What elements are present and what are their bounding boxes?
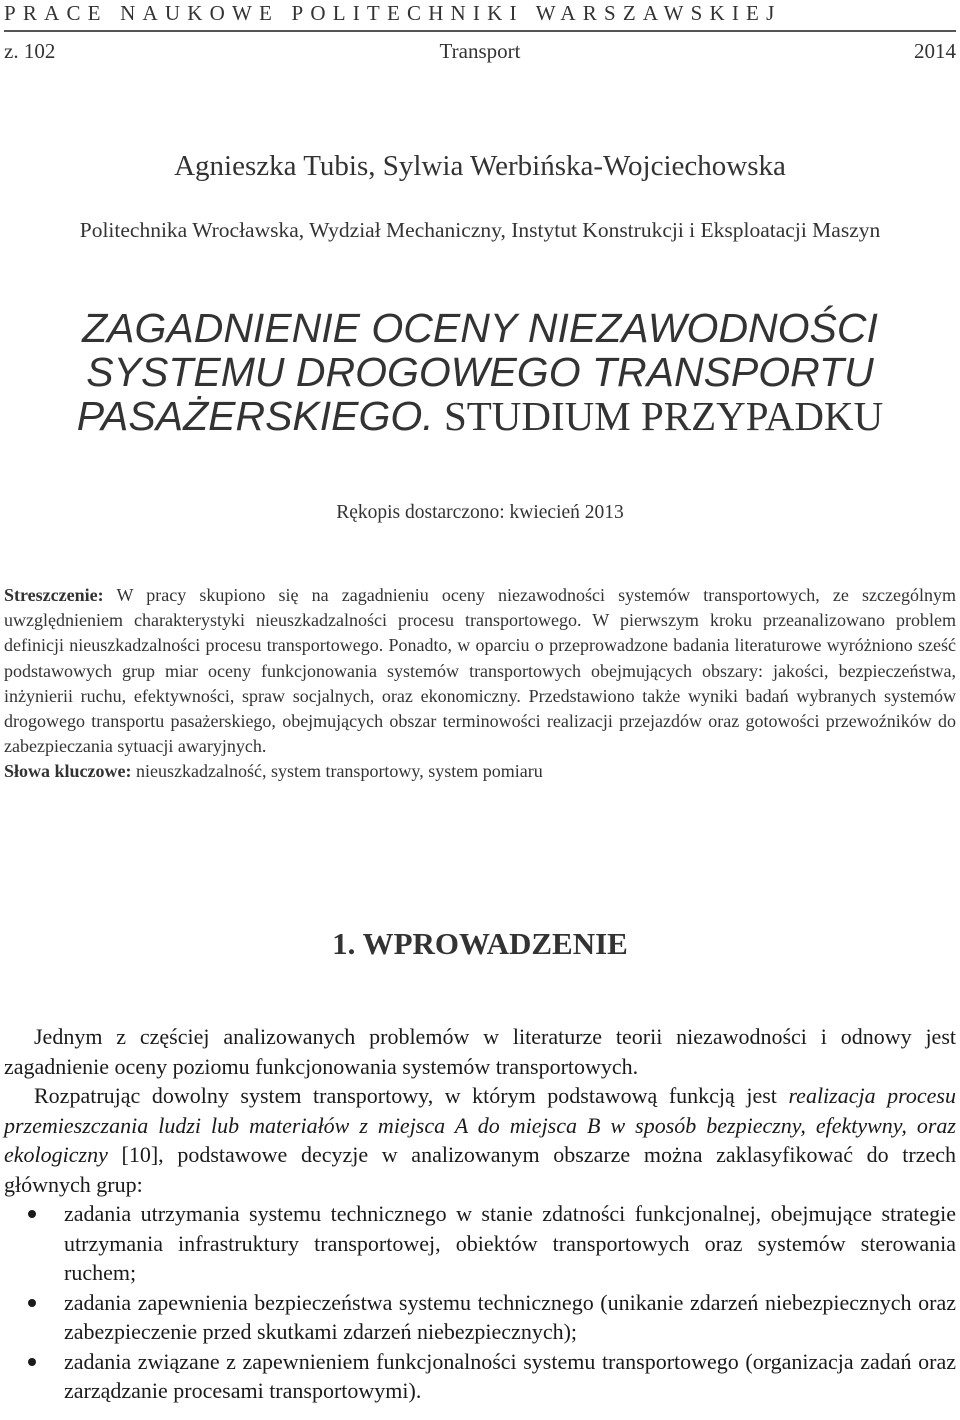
title-line-3a: PASAŻERSKIEGO. [76,393,434,439]
list-item-text: zadania utrzymania systemu technicznego w stanie zdatności funkcjonalnej, obejmujące strategie utrzymania infrastruktury transportowej, obiektów transportowych oraz systemów sterowania ruchem; [64,1201,956,1285]
abstract-body: W pracy skupiono się na zagadnieniu oceny niezawodności systemów transportowych, ze szczególnym uwzględnieniem charakterystyki nieuszkadzalności procesu transportowego. W pierwszym kroku przeanalizowano problem definicji nieuszkadzalności procesu transportowego. Ponadto, w oparciu o przeprowadzone badania literaturowe wyróżniono sześć podstawowych grup miar oceny funkcjonowania systemów transportowych obejmujących obszary: jakości, bezpieczeństwa, inżynierii ruchu, efektywności, spraw socjalnych, oraz ekonomiczny. Przedstawiono także wyniki badań wybranych systemów drogowego transportu pasażerskiego, obejmujących obszar terminowości realizacji przejazdów oraz gotowości przewoźników do zabezpieczania sytuacji awaryjnych. [4,585,956,757]
bullet-icon [28,1299,36,1307]
keywords [4,759,956,784]
paragraph-2 [4,1081,956,1199]
list-item [4,1199,956,1288]
paragraph-2-end: [10], podstawowe decyzje w analizowanym obszarze można zaklasyfikować do trzech głównych grup: [4,1142,956,1197]
bullet-icon [28,1210,36,1218]
paragraph-1: Jednym z częściej analizowanych problemów w literaturze teorii niezawodności i odnowy jest zagadnienie oceny poziomu funkcjonowania systemów transportowych. [4,1024,956,1079]
decision-groups-list [4,1199,956,1406]
abstract-text [4,583,956,759]
title-line-2: SYSTEMU DROGOWEGO TRANSPORTU [86,349,874,395]
list-item [4,1347,956,1406]
abstract-label: Streszczenie: [4,585,104,605]
affiliation: Politechnika Wrocławska, Wydział Mechaniczny, Instytut Konstrukcji i Eksploatacji Maszyn [79,218,881,242]
journal-name: PRACE NAUKOWE POLITECHNIKI WARSZAWSKIEJ [4,1,782,25]
list-item-text: zadania zapewnienia bezpieczeństwa systemu technicznego (unikanie zdarzeń niebezpiecznych oraz zabezpieczenie przed skutkami zdarzeń niebezpiecznych); [64,1289,956,1344]
abstract [4,583,956,785]
issue-number: z. 102 [4,39,56,63]
title-line-1: ZAGADNIENIE OCENY NIEZAWODNOŚCI [82,305,878,351]
header-rule [4,30,956,32]
keywords-label: Słowa kluczowe: [4,761,132,782]
bullet-icon [28,1358,36,1366]
keywords-list: nieuszkadzalność, system transportowy, system pomiaru [131,761,543,782]
section-title: 1. WPROWADZENIE [332,926,628,961]
series-name: Transport [439,39,521,63]
issue-meta [4,38,956,64]
received-date: Rękopis dostarczono: kwiecień 2013 [336,502,624,523]
authors: Agnieszka Tubis, Sylwia Werbińska-Wojciechowska [174,150,786,182]
paper-title [0,306,960,438]
list-item [4,1288,956,1347]
list-item-text: zadania związane z zapewnieniem funkcjonalności systemu transportowego (organizacja zadań oraz zarządzanie procesami transportowymi). [64,1348,956,1403]
issue-year: 2014 [914,39,956,63]
paragraph-2-start: Rozpatrując dowolny system transportowy, w którym podstawową funkcją jest [34,1083,789,1108]
title-line-3b: STUDIUM PRZYPADKU [433,393,884,439]
paragraph-2-italic: realizacja procesu przemieszczania ludzi lub materiałów z miejsca A do miejsca B w sposób bezpieczny, efektywny, oraz ekologiczny [4,1083,956,1167]
body-text [4,1022,956,1406]
title-line-3 [0,394,960,438]
